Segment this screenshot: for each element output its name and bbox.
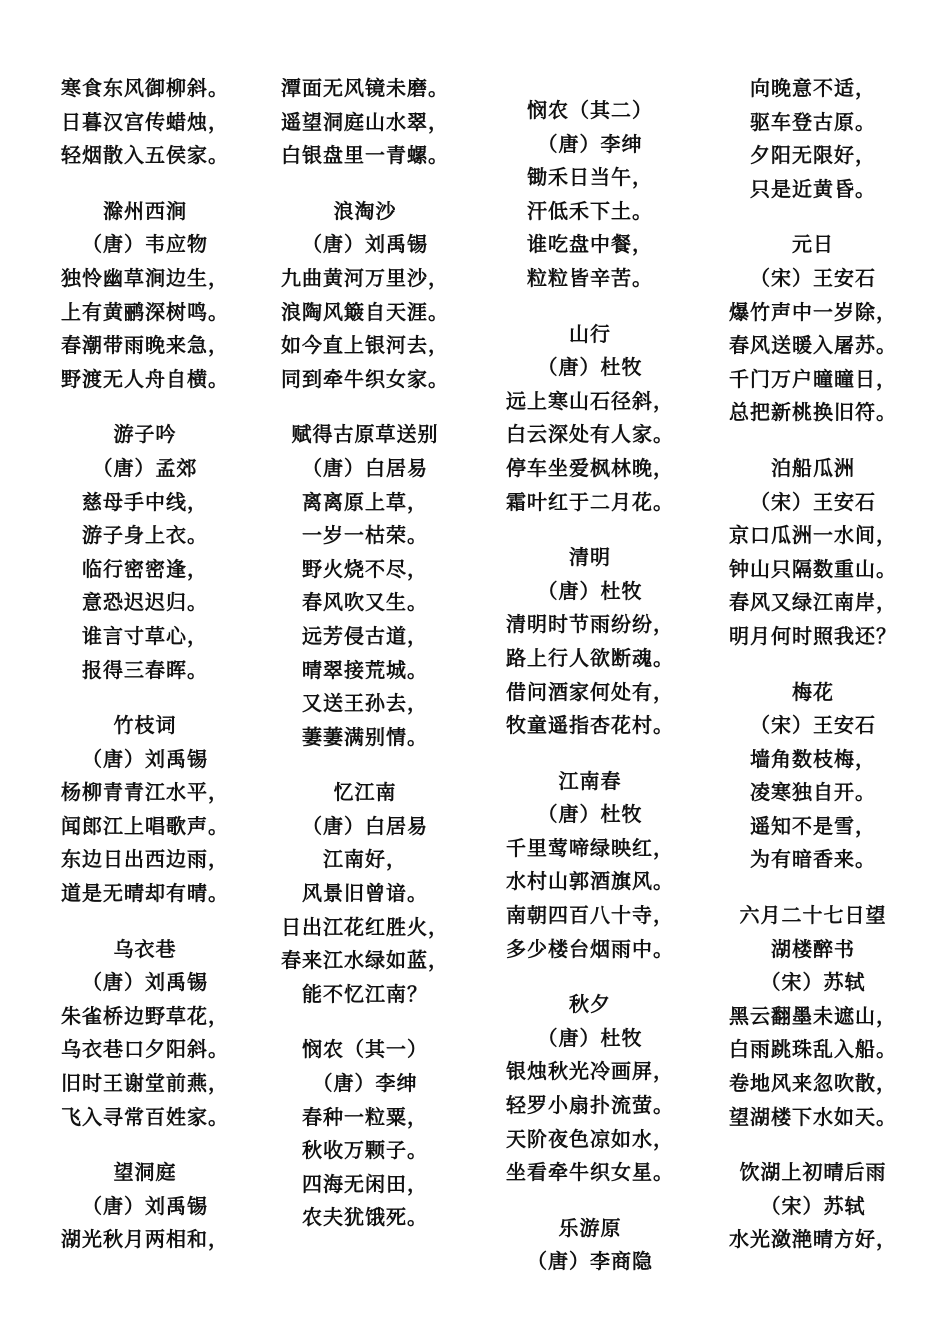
poem-line: 多少楼台烟雨中。 bbox=[506, 936, 674, 961]
poem-line: 白云深处有人家。 bbox=[506, 422, 674, 447]
stanza-gap bbox=[480, 743, 700, 765]
stanza-gap bbox=[35, 173, 255, 195]
poem-line: 春风又绿江南岸， bbox=[729, 590, 897, 615]
poem-line: （唐）杜牧 bbox=[537, 578, 643, 603]
poem-line: 意恐迟迟归。 bbox=[82, 590, 208, 615]
poem-line: 白银盘里一青螺。 bbox=[281, 143, 449, 168]
poem-line: 飞入寻常百姓家。 bbox=[61, 1104, 229, 1129]
poem-line: 风景旧曾谙。 bbox=[302, 881, 428, 906]
poem-line: 江南春 bbox=[558, 768, 622, 793]
stanza-gap bbox=[35, 911, 255, 933]
poem-line: 日暮汉宫传蜡烛， bbox=[61, 109, 229, 134]
poem-line: 悯农（其一） bbox=[302, 1037, 428, 1062]
poem-line: 秋收万颗子。 bbox=[302, 1138, 428, 1163]
poem-line: 千里莺啼绿映红， bbox=[506, 835, 674, 860]
poem-line: 千门万户曈曈日， bbox=[729, 366, 897, 391]
poem-line: 墙角数枝梅， bbox=[750, 746, 876, 771]
poem-line: 泊船瓜洲 bbox=[771, 455, 855, 480]
stanza-gap bbox=[255, 173, 475, 195]
poem-line: 寒食东风御柳斜。 bbox=[61, 76, 229, 100]
poem-line: （唐）杜牧 bbox=[537, 1025, 643, 1050]
poem-line: 朱雀桥边野草花， bbox=[61, 1003, 229, 1028]
poem-line: 乐游原 bbox=[558, 1215, 622, 1240]
stanza-gap bbox=[35, 1134, 255, 1156]
poem-line: 六月二十七日望 bbox=[739, 903, 887, 928]
stanza-gap bbox=[255, 396, 475, 418]
poem-line: 凌寒独自开。 bbox=[750, 780, 876, 805]
stanza-gap bbox=[480, 966, 700, 988]
poem-line: 借问酒家何处有， bbox=[506, 679, 674, 704]
poem-line: 滁州西涧 bbox=[103, 198, 187, 223]
poem-line: 道是无晴却有晴。 bbox=[61, 881, 229, 906]
poem-line: 爆竹声中一岁除， bbox=[729, 299, 897, 324]
poem-line: 九曲黄河万里沙， bbox=[281, 265, 449, 290]
poem-line: 能不忆江南？ bbox=[302, 981, 428, 1006]
stanza-gap bbox=[35, 687, 255, 709]
poem-line: 游子吟 bbox=[113, 422, 177, 447]
poem-line: （唐）李绅 bbox=[312, 1071, 418, 1096]
poem-line: 晴翠接荒城。 bbox=[302, 657, 428, 682]
poem-line: 浪陶风簸自天涯。 bbox=[281, 299, 449, 324]
poem-line: 同到牵牛织女家。 bbox=[281, 366, 449, 391]
poem-line: （宋）王安石 bbox=[750, 489, 876, 514]
poem-column-4 bbox=[703, 72, 923, 1257]
poem-line: 离离原上草， bbox=[302, 489, 428, 514]
poem-line: 清明时节雨纷纷， bbox=[506, 612, 674, 637]
poem-line: （宋）王安石 bbox=[750, 265, 876, 290]
poem-line: 春种一粒粟， bbox=[302, 1104, 428, 1129]
poem-line: （宋）王安石 bbox=[750, 713, 876, 738]
stanza-gap bbox=[703, 430, 923, 452]
poem-line: 银烛秋光冷画屏， bbox=[506, 1059, 674, 1084]
poem-line: （唐）刘禹锡 bbox=[82, 1193, 208, 1218]
poem-line: 四海无闲田， bbox=[302, 1171, 428, 1196]
poem-line: 钟山只隔数重山。 bbox=[729, 556, 897, 581]
poem-line: 水村山郭酒旗风。 bbox=[506, 869, 674, 894]
stanza-gap bbox=[35, 396, 255, 418]
poem-line: 萋萋满别情。 bbox=[302, 724, 428, 749]
poem-line: 锄禾日当午， bbox=[527, 165, 653, 190]
poem-line: 远上寒山石径斜， bbox=[506, 388, 674, 413]
poem-line: 乌衣巷口夕阳斜。 bbox=[61, 1037, 229, 1062]
poem-line: 梅花 bbox=[792, 679, 834, 704]
poem-line: 元日 bbox=[792, 232, 834, 257]
poem-line: 如今直上银河去， bbox=[281, 333, 449, 358]
poem-line: （唐）白居易 bbox=[302, 813, 428, 838]
poem-line: 野火烧不尽， bbox=[302, 556, 428, 581]
poem-line: 遥望洞庭山水翠， bbox=[281, 109, 449, 134]
poem-line: 谁言寸草心， bbox=[82, 623, 208, 648]
poem-line: 轻罗小扇扑流萤。 bbox=[506, 1093, 674, 1118]
poem-line: 杨柳青青江水平， bbox=[61, 780, 229, 805]
poem-line: 水光潋滟晴方好， bbox=[729, 1227, 897, 1252]
poem-line: 农夫犹饿死。 bbox=[302, 1205, 428, 1230]
poem-line: 路上行人欲断魂。 bbox=[506, 645, 674, 670]
poem-line: 停车坐爱枫林晚， bbox=[506, 455, 674, 480]
poem-line: 慈母手中线， bbox=[82, 489, 208, 514]
poem-line: 江南好， bbox=[323, 847, 407, 872]
poem-line: 竹枝词 bbox=[113, 713, 177, 738]
poem-line: 望湖楼下水如天。 bbox=[729, 1104, 897, 1129]
poem-line: （唐）杜牧 bbox=[537, 355, 643, 380]
poem-line: 汗低禾下土。 bbox=[527, 198, 653, 223]
poem-line: 黑云翻墨未遮山， bbox=[729, 1003, 897, 1028]
poem-line: 霜叶红于二月花。 bbox=[506, 489, 674, 514]
poem-line: 春潮带雨晚来急， bbox=[61, 333, 229, 358]
poem-line: 独怜幽草涧边生， bbox=[61, 265, 229, 290]
poem-line: 遥知不是雪， bbox=[750, 813, 876, 838]
poem-column-3 bbox=[480, 94, 700, 1279]
stanza-gap bbox=[480, 1190, 700, 1212]
stanza-gap bbox=[255, 754, 475, 776]
poem-line: （宋）苏轼 bbox=[760, 1193, 866, 1218]
poem-line: 旧时王谢堂前燕， bbox=[61, 1071, 229, 1096]
poem-line: 饮湖上初晴后雨 bbox=[739, 1160, 887, 1185]
poem-line: 坐看牵牛织女星。 bbox=[506, 1160, 674, 1185]
poem-line: 京口瓜洲一水间， bbox=[729, 523, 897, 548]
poem-line: 粒粒皆辛苦。 bbox=[527, 265, 653, 290]
stanza-gap bbox=[703, 654, 923, 676]
poem-line: 驱车登古原。 bbox=[750, 109, 876, 134]
poem-line: 临行密密逢， bbox=[82, 556, 208, 581]
poem-line: 一岁一枯荣。 bbox=[302, 523, 428, 548]
poem-line: 轻烟散入五侯家。 bbox=[61, 143, 229, 168]
poem-line: 日出江花红胜火， bbox=[281, 914, 449, 939]
poem-line: （唐）李商隐 bbox=[527, 1249, 653, 1274]
poem-line: 南朝四百八十寺， bbox=[506, 903, 674, 928]
poem-line: （唐）白居易 bbox=[302, 455, 428, 480]
poem-line: （唐）刘禹锡 bbox=[302, 232, 428, 257]
poem-line: 东边日出西边雨， bbox=[61, 847, 229, 872]
poem-line: （宋）苏轼 bbox=[760, 970, 866, 995]
poem-line: 浪淘沙 bbox=[333, 198, 397, 223]
poem-line: 春风吹又生。 bbox=[302, 590, 428, 615]
poem-line: （唐）韦应物 bbox=[82, 232, 208, 257]
poem-line: 乌衣巷 bbox=[113, 936, 177, 961]
poem-line: （唐）李绅 bbox=[537, 131, 643, 156]
poem-line: 春来江水绿如蓝， bbox=[281, 948, 449, 973]
stanza-gap bbox=[255, 1011, 475, 1033]
stanza-gap bbox=[703, 206, 923, 228]
stanza-gap bbox=[480, 519, 700, 541]
poem-line: 牧童遥指杏花村。 bbox=[506, 713, 674, 738]
poem-line: 清明 bbox=[569, 545, 611, 570]
poem-line: 忆江南 bbox=[333, 780, 397, 805]
stanza-gap bbox=[703, 877, 923, 899]
stanza-gap bbox=[480, 296, 700, 318]
poem-line: 秋夕 bbox=[569, 992, 611, 1017]
poem-line: 远芳侵古道， bbox=[302, 623, 428, 648]
poem-line: 谁吃盘中餐， bbox=[527, 232, 653, 257]
poem-line: 上有黄鹂深树鸣。 bbox=[61, 299, 229, 324]
poem-line: 天阶夜色凉如水， bbox=[506, 1126, 674, 1151]
poem-line: 又送王孙去， bbox=[302, 691, 428, 716]
poem-line: 望洞庭 bbox=[113, 1160, 177, 1185]
poem-line: （唐）刘禹锡 bbox=[82, 746, 208, 771]
poem-line: 向晚意不适， bbox=[750, 76, 876, 100]
poem-line: 明月何时照我还？ bbox=[729, 623, 897, 648]
poem-line: 白雨跳珠乱入船。 bbox=[729, 1037, 897, 1062]
poem-line: 野渡无人舟自横。 bbox=[61, 366, 229, 391]
poem-line: 游子身上衣。 bbox=[82, 523, 208, 548]
poem-line: 湖光秋月两相和， bbox=[61, 1227, 229, 1252]
stanza-gap bbox=[703, 1134, 923, 1156]
poem-line: 只是近黄昏。 bbox=[750, 176, 876, 201]
poem-line: 报得三春晖。 bbox=[82, 657, 208, 682]
poem-line: 山行 bbox=[569, 321, 611, 346]
poem-line: 悯农（其二） bbox=[527, 98, 653, 122]
poem-line: （唐）孟郊 bbox=[92, 455, 198, 480]
poem-line: 赋得古原草送别 bbox=[291, 422, 439, 447]
poem-line: 夕阳无限好， bbox=[750, 143, 876, 168]
poem-line: （唐）刘禹锡 bbox=[82, 970, 208, 995]
poem-line: 潭面无风镜未磨。 bbox=[281, 76, 449, 100]
poem-line: 总把新桃换旧符。 bbox=[729, 400, 897, 425]
poem-line: （唐）杜牧 bbox=[537, 802, 643, 827]
poem-column-1 bbox=[35, 72, 255, 1257]
poem-line: 湖楼醉书 bbox=[771, 936, 855, 961]
poem-column-2 bbox=[255, 72, 475, 1235]
poem-line: 春风送暖入屠苏。 bbox=[729, 333, 897, 358]
poem-line: 卷地风来忽吹散， bbox=[729, 1071, 897, 1096]
poem-line: 闻郎江上唱歌声。 bbox=[61, 813, 229, 838]
poem-line: 为有暗香来。 bbox=[750, 847, 876, 872]
